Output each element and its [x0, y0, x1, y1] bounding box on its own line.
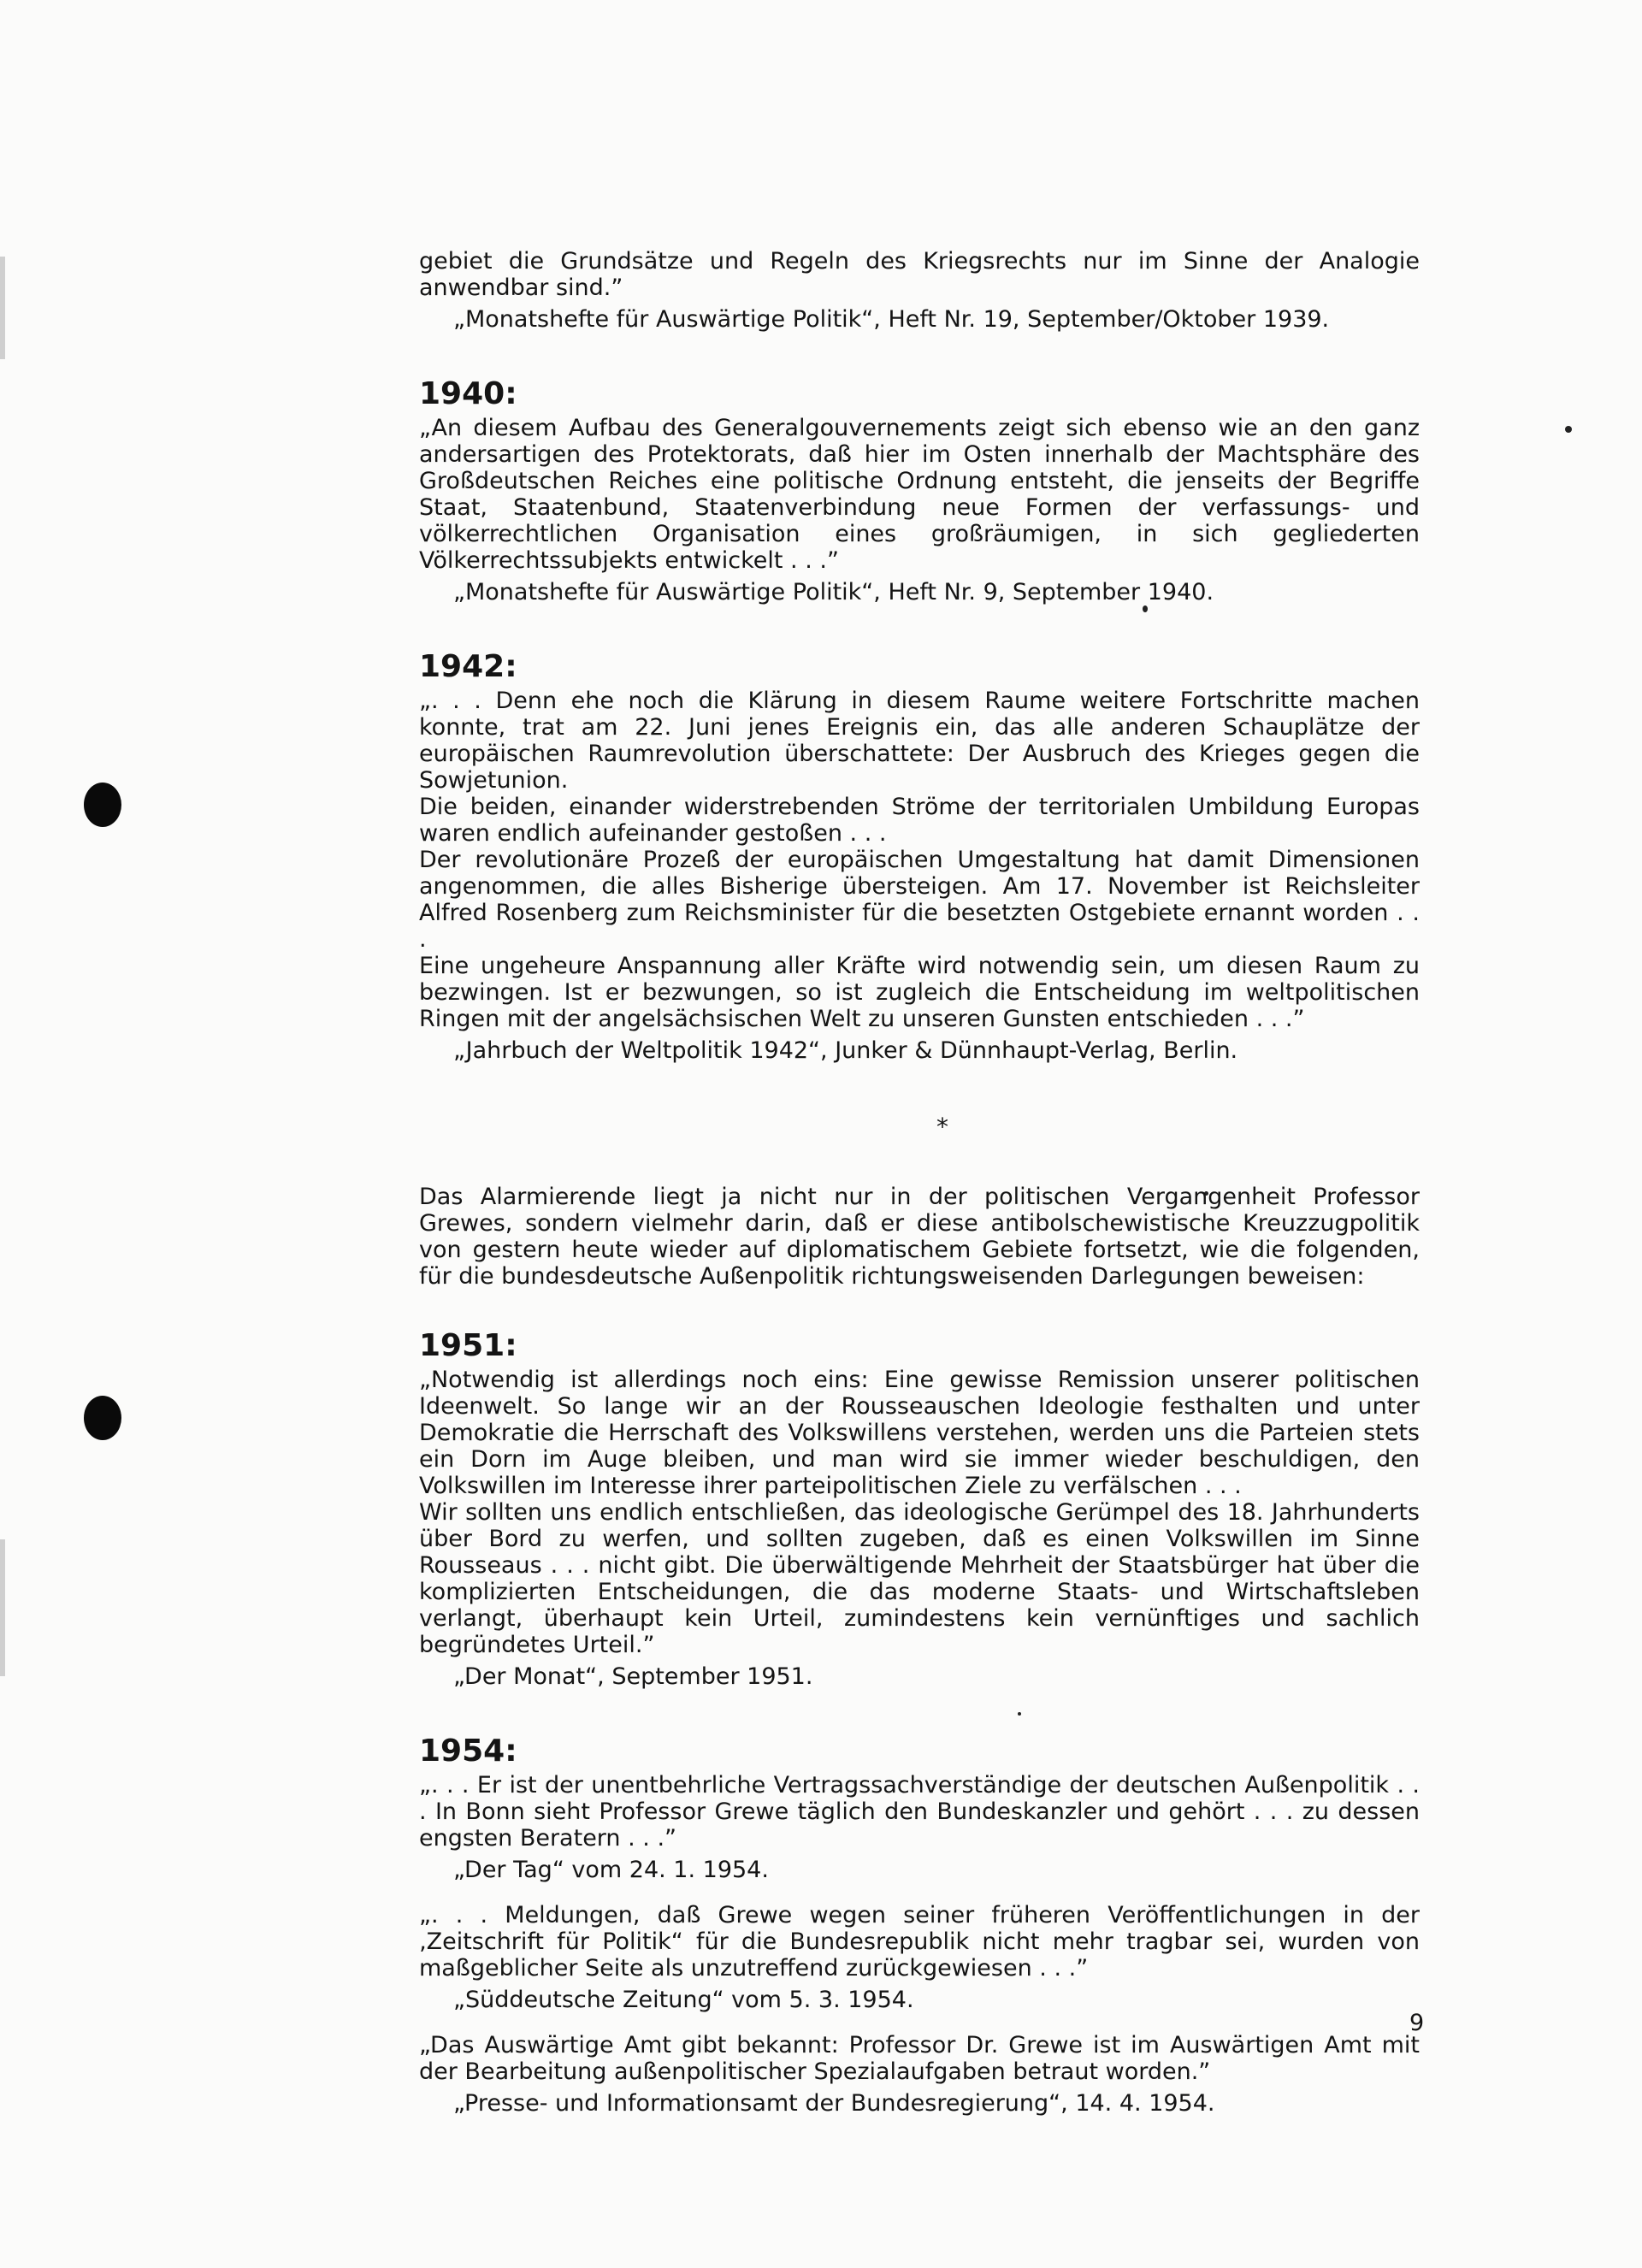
main-text — [419, 248, 1420, 2117]
punch-hole — [84, 783, 121, 827]
separator-asterisk: * — [936, 1113, 948, 1141]
scan-speck — [1565, 426, 1572, 433]
source-sueddeutsche: „Süddeutsche Zeitung“ vom 5. 3. 1954. — [453, 1987, 914, 2013]
quote-1942-part2: Die beiden, einander widerstrebenden Ströme der territorialen Umbildung Europas waren endlich aufeinander gestoßen . . . — [419, 794, 1420, 847]
source-der-tag: „Der Tag“ vom 24. 1. 1954. — [453, 1857, 769, 1883]
intro-section — [419, 248, 1420, 333]
section-separator — [419, 1064, 1420, 1149]
year-heading-1951: 1951: — [419, 1328, 517, 1363]
quote-1954-der-tag: „. . . Er ist der unentbehrliche Vertragssachverständige der deutschen Außenpolitik . . . In Bonn sieht Professor Grewe täglich den Bundeskanzler und gehört . . . zu dessen engsten Beratern . . .” — [419, 1772, 1420, 1852]
page-number: 9 — [1409, 2010, 1425, 2036]
quote-1942-part3: Der revolutionäre Prozeß der europäischen Umgestaltung hat damit Dimensionen angenommen, die alles Bisherige übersteigen. Am 17. November ist Reichsleiter Alfred Rosenberg zum Reichsminister für die besetzten Ostgebiete ernannt worden . . . — [419, 847, 1420, 953]
year-heading-1942: 1942: — [419, 649, 517, 684]
section-1940 — [419, 377, 1420, 605]
source-1940: „Monatshefte für Auswärtige Politik“, Heft Nr. 9, September 1940. — [453, 579, 1214, 605]
intro-quote: gebiet die Grundsätze und Regeln des Kriegsrechts nur im Sinne der Analogie anwendbar sind.” — [419, 248, 1420, 301]
quote-1951-part2: Wir sollten uns endlich entschließen, das ideologische Gerümpel des 18. Jahrhunderts über Bord zu werfen, und sollten zugeben, daß es einen Volkswillen im Sinne Rousseaus . . . nicht gibt. Die überwältigende Mehrheit der Staatsbürger hat über die komplizierten Entscheidungen, die das moderne Staats- und Wirtschaftsleben verlangt, überhaupt kein Urteil, zumindestens kein vernünftiges und sachlich begründetes Urteil.” — [419, 1499, 1420, 1658]
quote-1954-auswaertiges-amt: „Das Auswärtige Amt gibt bekannt: Professor Dr. Grewe ist im Auswärtigen Amt mit der Bearbeitung außenpolitischer Spezialaufgaben betraut worden.” — [419, 2032, 1420, 2085]
source-1951: „Der Monat“, September 1951. — [453, 1663, 813, 1690]
year-heading-1954: 1954: — [419, 1733, 517, 1769]
scan-edge-mark — [0, 257, 5, 359]
punch-hole — [84, 1396, 121, 1440]
quote-1954-sueddeutsche: „. . . Meldungen, daß Grewe wegen seiner früheren Veröffentlichungen in der ‚Zeitschrift für Politik“ für die Bundesrepublik nicht mehr tragbar sei, wurden von maßgeblicher Seite als unzutreffend zurückgewiesen . . .” — [419, 1902, 1420, 1982]
commentary-section — [419, 1184, 1420, 1290]
commentary-paragraph: Das Alarmierende liegt ja nicht nur in der politischen Vergangenheit Professor Grewes, sondern vielmehr darin, daß er diese antibolschewistische Kreuzzugpolitik von gestern heute wieder auf diplomatischem Gebiete fortsetzt, wie die folgenden, für die bundesdeutsche Außenpolitik richtungsweisenden Darlegungen beweisen: — [419, 1184, 1420, 1290]
section-1954 — [419, 1734, 1420, 2117]
quote-1940: „An diesem Aufbau des Generalgouvernements zeigt sich ebenso wie an den ganz andersartigen des Protektorats, daß hier im Osten innerhalb der Machtsphäre des Großdeutschen Reiches eine politische Ordnung entsteht, die jenseits der Begriffe Staat, Staatenbund, Staatenverbindung neue Formen der verfassungs- und völkerrechtlichen Organisation eines großräumigen, in sich gegliederten Völkerrechtssubjekts entwickelt . . .” — [419, 415, 1420, 574]
section-1951 — [419, 1329, 1420, 1690]
source-presseamt: „Presse- und Informationsamt der Bundesregierung“, 14. 4. 1954. — [453, 2090, 1215, 2117]
quote-1942-part4: Eine ungeheure Anspannung aller Kräfte wird notwendig sein, um diesen Raum zu bezwingen. Ist er bezwungen, so ist zugleich die Entscheidung im weltpolitischen Ringen mit der angelsächsischen Welt zu unseren Gunsten entschieden . . .” — [419, 953, 1420, 1032]
section-1942 — [419, 650, 1420, 1064]
year-heading-1940: 1940: — [419, 376, 517, 411]
intro-source: „Monatshefte für Auswärtige Politik“, Heft Nr. 19, September/Oktober 1939. — [453, 306, 1330, 333]
scan-edge-mark — [0, 1539, 5, 1676]
source-1942: „Jahrbuch der Weltpolitik 1942“, Junker & Dünnhaupt-Verlag, Berlin. — [453, 1037, 1238, 1064]
quote-1951-part1: „Notwendig ist allerdings noch eins: Eine gewisse Remission unserer politischen Ideenwelt. So lange wir an der Rousseauschen Ideologie festhalten und unter Demokratie die Herrschaft des Volkswillens verstehen, werden uns die Parteien stets ein Dorn im Auge bleiben, und man wird sie immer wieder beschuldigen, den Volkswillen im Interesse ihrer parteipolitischen Ziele zu verfälschen . . . — [419, 1367, 1420, 1499]
quote-1942-part1: „. . . Denn ehe noch die Klärung in diesem Raume weitere Fortschritte machen konnte, trat am 22. Juni jenes Ereignis ein, das alle anderen Schauplätze der europäischen Raumrevolution überschattete: Der Ausbruch des Krieges gegen die Sowjetunion. — [419, 688, 1420, 794]
